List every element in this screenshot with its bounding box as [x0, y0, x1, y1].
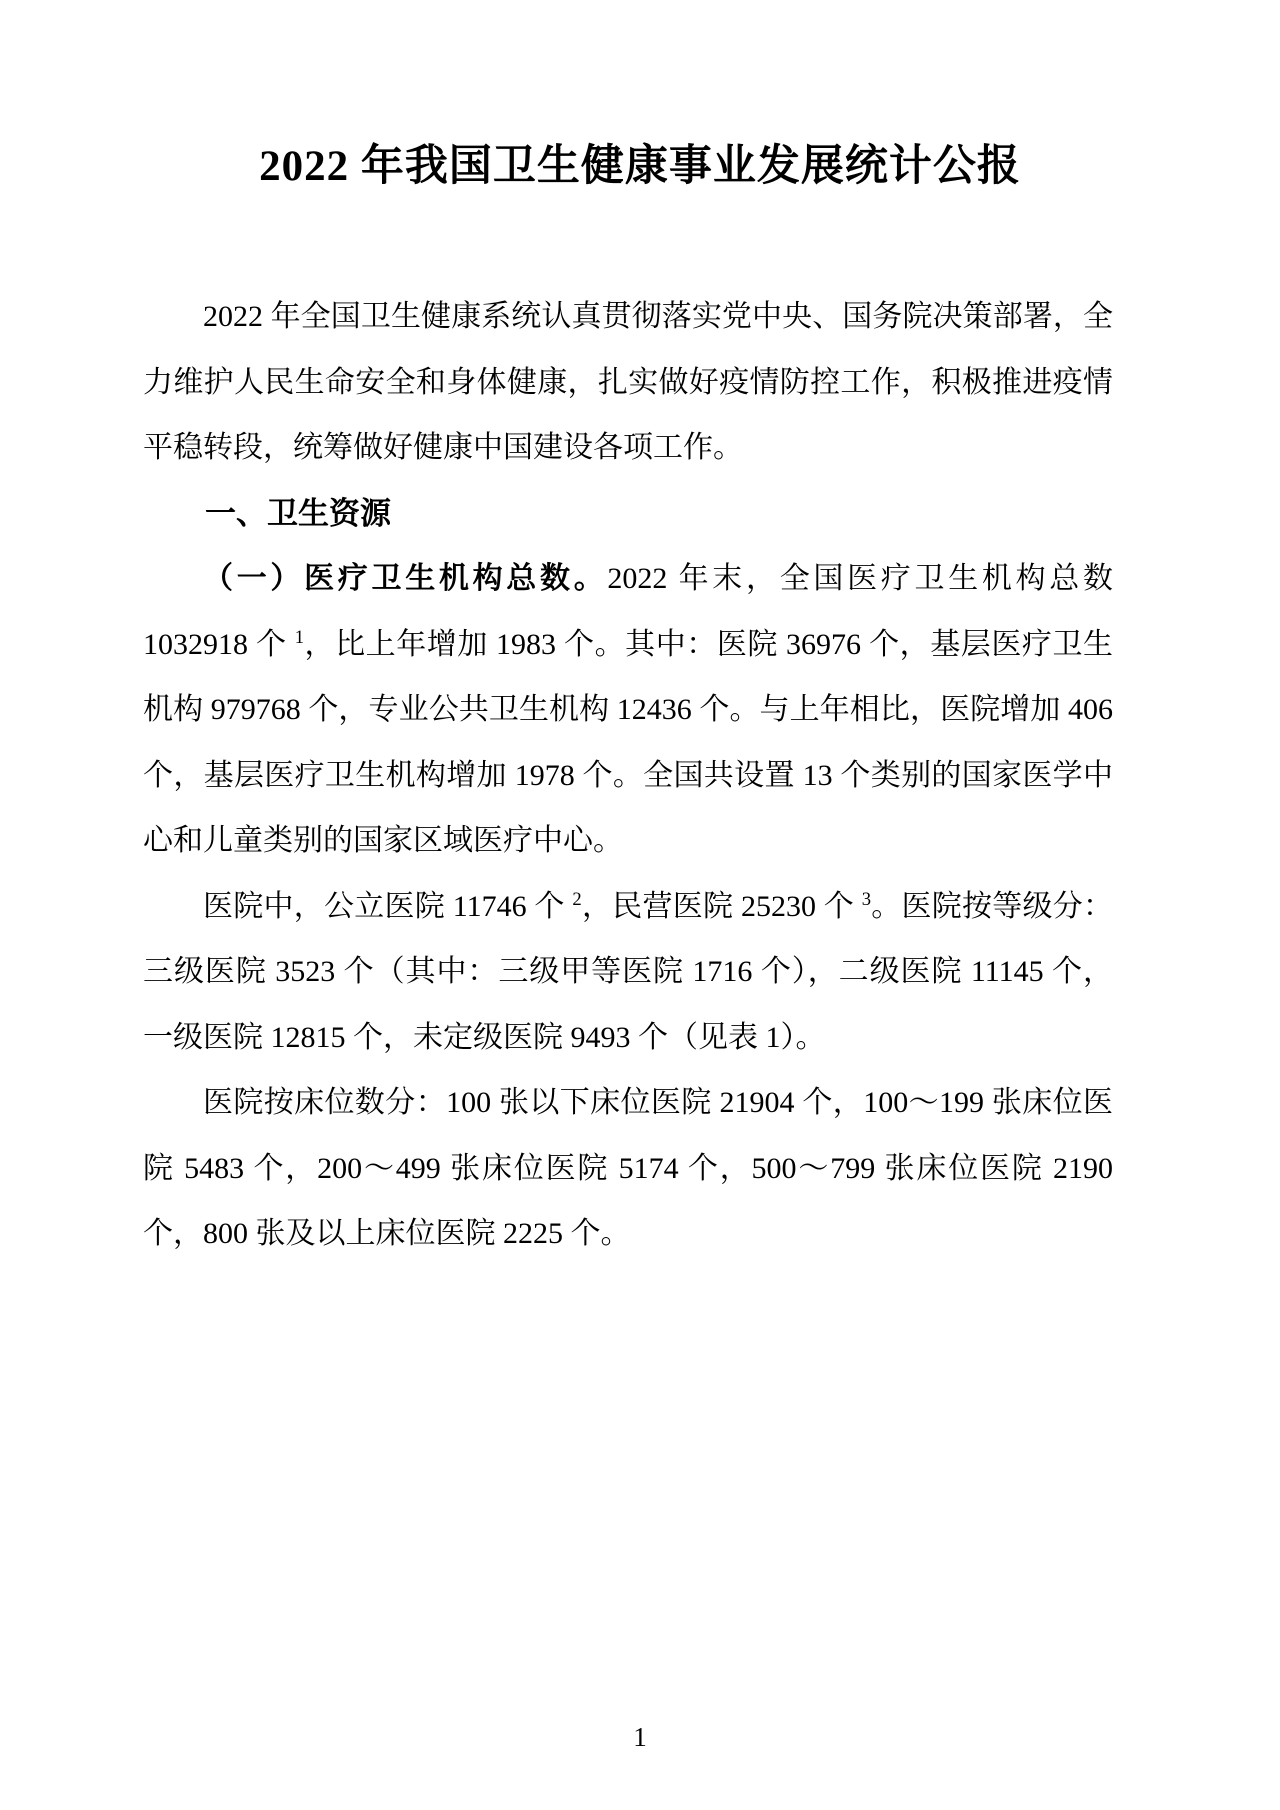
paragraph-hospital-breakdown: [143, 874, 1113, 1071]
paragraph-text: 2022 年末，全国医疗卫生机构总数 1032918 个: [143, 562, 1114, 661]
paragraph-intro: 2022 年全国卫生健康系统认真贯彻落实党中央、国务院决策部署，全力维护人民生命安全和身体健康，扎实做好疫情防控工作，积极推进疫情平稳转段，统筹做好健康中国建设各项工作。: [143, 300, 1113, 465]
paragraph-text: ，民营医院 25230 个: [581, 889, 862, 923]
paragraph-text: ，比上年增加 1983 个。其中：医院 36976 个，基层医疗卫生机构 979768 个，专业公共卫生机构 12436 个。与上年相比，医院增加 406 个，基层医疗卫生机构增加 1978 个。全国共设置 13 个类别的国家医学中心和儿童类别的国家区域医疗中心。: [143, 627, 1114, 858]
paragraph-institution-total: [143, 546, 1113, 874]
document-title: 2022 年我国卫生健康事业发展统计公报: [259, 143, 1021, 190]
paragraph-text: 。医院按等级分：三级医院 3523 个（其中：三级甲等医院 1716 个），二级医院 11145 个，一级医院 12815 个，未定级医院 9493 个（见表 1）。: [143, 889, 1114, 1054]
document-body: [143, 284, 1113, 1267]
footnote-ref-2: 2: [572, 888, 582, 910]
footnote-ref-3: 3: [861, 888, 872, 910]
paragraph-lead-bold: （一）医疗卫生机构总数。: [203, 562, 608, 596]
section-heading-health-resources: 一、卫生资源: [205, 495, 391, 531]
footnote-ref-1: 1: [294, 626, 304, 648]
paragraph-text: 医院中，公立医院 11746 个: [203, 889, 573, 923]
page-number: 1: [633, 1722, 647, 1752]
page-footer: [0, 1722, 1280, 1753]
paragraph-hospital-beds: 医院按床位数分：100 张以下床位医院 21904 个，100～199 张床位医院 5483 个，200～499 张床位医院 5174 个，500～799 张床位医院 2190 个，800 张及以上床位医院 2225 个。: [143, 1086, 1113, 1251]
